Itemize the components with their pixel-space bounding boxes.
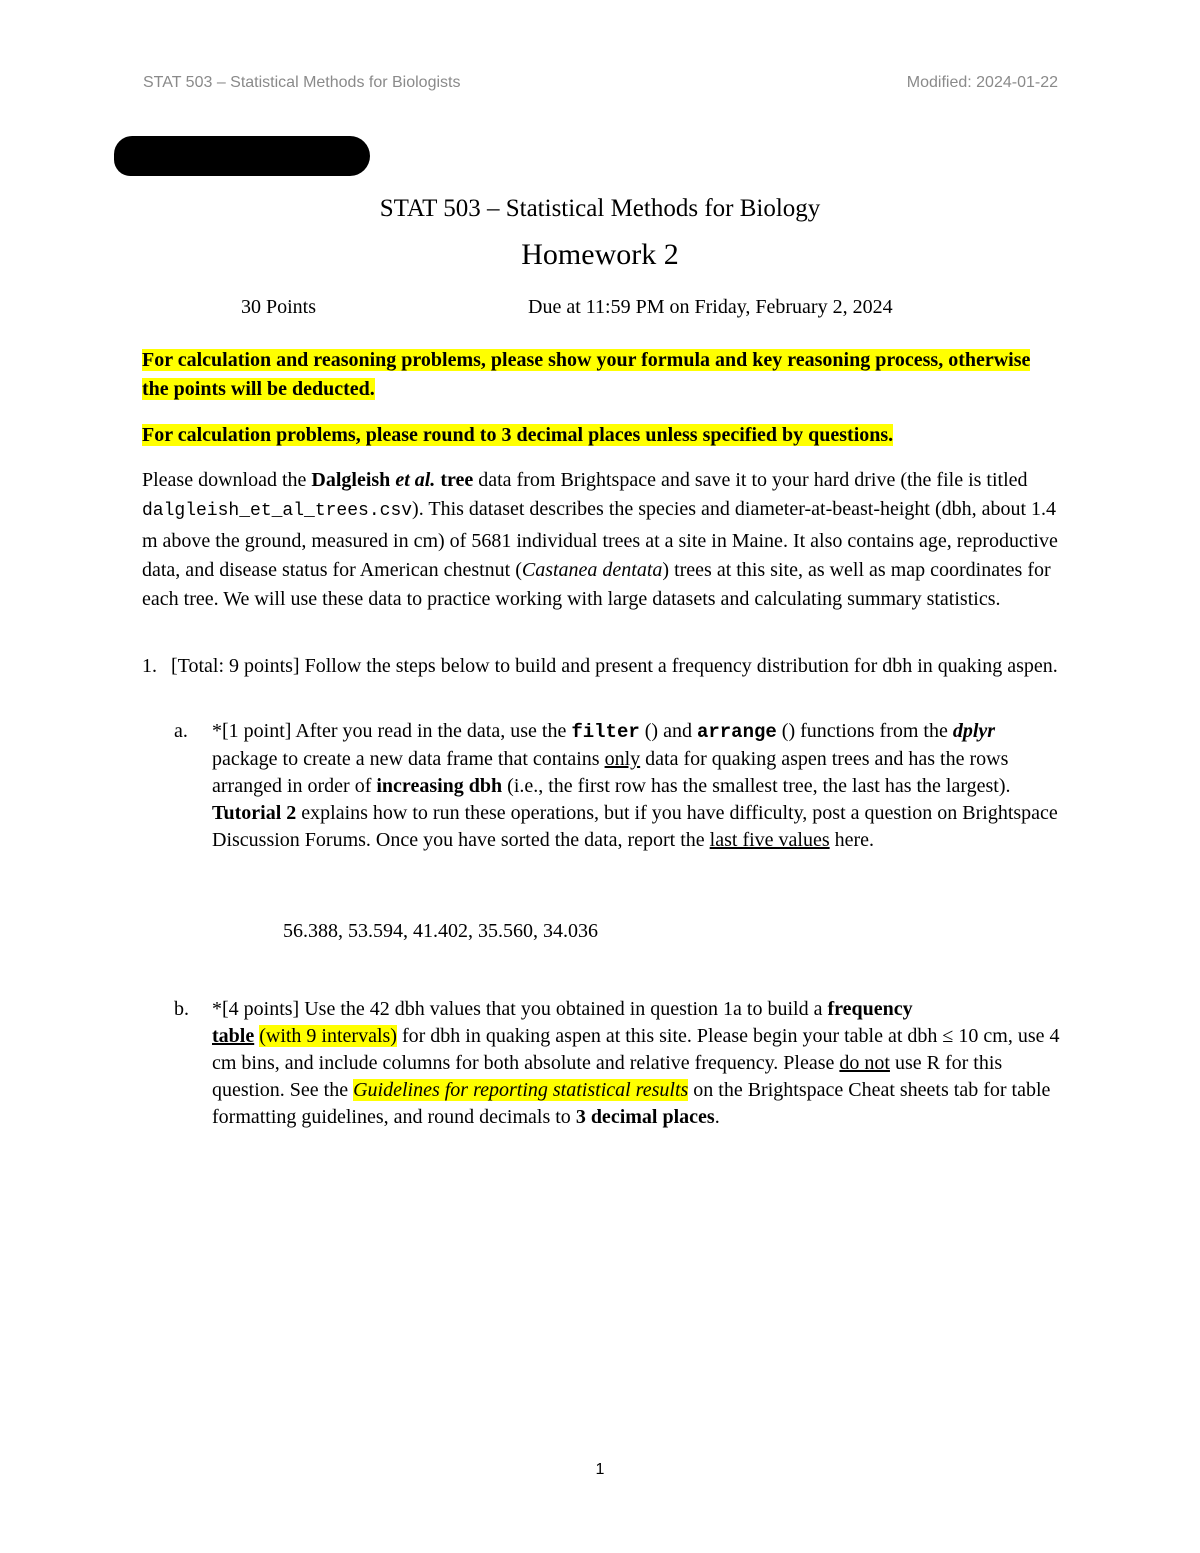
due-date: Due at 11:59 PM on Friday, February 2, 2024 (528, 296, 893, 318)
filename: dalgleish_et_al_trees.csv (142, 501, 413, 522)
question-1-number: 1. (142, 655, 157, 677)
reasoning-note: For calculation and reasoning problems, please show your formula and key reasoning process, otherwise the points will be deducted. (142, 349, 1031, 400)
arrange-function: arrange (696, 721, 777, 743)
guidelines-reference: Guidelines for reporting statistical results (353, 1079, 689, 1101)
question-1a-label: a. (174, 720, 188, 742)
question-1b-label: b. (174, 998, 189, 1020)
dplyr-package: dplyr (952, 720, 996, 742)
species-name: Castanea dentata (521, 558, 663, 581)
question-1 (142, 653, 1062, 680)
header-course: STAT 503 – Statistical Methods for Biologists (143, 74, 461, 91)
filter-function: filter (571, 721, 640, 743)
header-modified-date: Modified: 2024-01-22 (906, 74, 1058, 91)
question-1-text: [Total: 9 points] Follow the steps below to build and present a frequency distribution for dbh in quaking aspen. (171, 655, 1058, 677)
redaction-mark (114, 136, 370, 176)
homework-title: Homework 2 (521, 238, 679, 271)
question-1b: b. *[4 points] Use the 42 dbh values that you obtained in question 1a to build a frequency table (with 9 intervals) for dbh in quaking aspen at this site. Please begin your table at dbh ≤ 10 cm, use 4 cm bins, and include columns for both absolute and relative frequency. Please do not use R for this question. See the Guidelines for reporting statistical results on the Brightspace Cheat sheets tab for table formatting guidelines, and round decimals to 3 decimal places. (174, 998, 1060, 1128)
total-points: 30 Points (241, 296, 317, 318)
page-number: 1 (595, 1461, 605, 1478)
intro-paragraph: Please download the Dalgleish et al. tree data from Brightspace and save it to your hard drive (the file is titled dalgleish_et_al_trees.csv). This dataset describes the species and diameter-at-beast-height (dbh, about 1.4 m above the ground, measured in cm) of 5681 individual trees at a site in Maine. It also contains age, reproductive data, and disease status for American chestnut (Castanea dentata) trees at this site, as well as map coordinates for each tree. We will use these data to practice working with large datasets and calculating summary statistics. (142, 469, 1058, 611)
rounding-note: For calculation problems, please round to 3 decimal places unless specified by questions. (142, 424, 894, 446)
answer-1a-values: 56.388, 53.594, 41.402, 35.560, 34.036 (283, 920, 598, 942)
course-title: STAT 503 – Statistical Methods for Biology (379, 195, 821, 222)
question-1a: a. *[1 point] After you read in the data, use the filter () and arrange () functions from the dplyr package to create a new data frame that contains only data for quaking aspen trees and has the rows arranged in order of increasing dbh (i.e., the first row has the smallest tree, the last has the largest). Tutorial 2 explains how to run these operations, but if you have difficulty, post a question on Brightspace Discussion Forums. Once you have sorted the data, report the last five values here. (174, 720, 1058, 851)
